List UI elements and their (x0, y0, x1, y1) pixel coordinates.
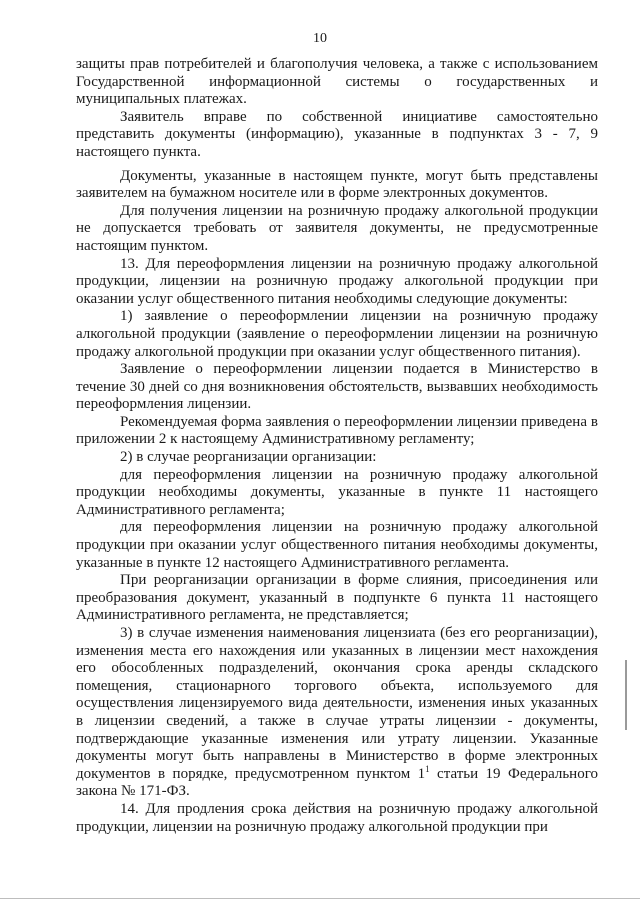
paragraph-5: 13. Для переоформления лицензии на розничную продажу алкогольной продукции, лицензии на розничную продажу алкогольной продукции при оказании услуг общественного питания необходимы следующие документы: (76, 255, 598, 307)
paragraph-8: Рекомендуемая форма заявления о переоформлении лицензии приведена в приложении 2 к настоящему Административному регламенту; (76, 413, 598, 448)
paragraph-4: Для получения лицензии на розничную продажу алкогольной продукции не допускается требовать от заявителя документы, не предусмотренные настоящим пунктом. (76, 202, 598, 254)
paragraph-7: Заявление о переоформлении лицензии подается в Министерство в течение 30 дней со дня возникновения обстоятельств, вызвавших необходимость переоформления лицензии. (76, 361, 598, 413)
paragraph-6: 1) заявление о переоформлении лицензии на розничную продажу алкогольной продукции (заявление о переоформлении лицензии на розничную продажу алкогольной продукции при оказании услуг общественного питания). (76, 308, 598, 360)
scan-edge-line (0, 898, 640, 899)
paragraph-13 (76, 625, 598, 801)
paragraph-9: 2) в случае реорганизации организации: (120, 449, 377, 466)
paragraph-10: для переоформления лицензии на розничную продажу алкогольной продукции необходимы документы, указанные в пункте 11 настоящего Административного регламента; (76, 466, 598, 518)
paragraph-11: для переоформления лицензии на розничную продажу алкогольной продукции при оказании услуг общественного питания необходимы документы, указанные в пункте 12 настоящего Административного регламента. (76, 519, 598, 571)
paragraph-12: При реорганизации организации в форме слияния, присоединения или преобразования документ, указанный в подпункте 6 пункта 11 настоящего Административного регламента, не представляется; (76, 572, 598, 624)
page-number: 10 (313, 31, 327, 46)
scan-margin-mark (625, 660, 627, 730)
paragraph-1: защиты прав потребителей и благополучия человека, а также с использованием Государственной информационной системы о государственных и муниципальных платежах. (76, 56, 598, 108)
paragraph-13-text: 3) в случае изменения наименования лицензиата (без его реорганизации), изменения места его нахождения или указанных в лицензии мест нахождения его обособленных подразделений, окончания срока аренды складского помещения, стационарного торгового объекта, используемого для осуществления лицензируемого вида деятельности, изменения иных указанных в лицензии сведений, а также в случае утраты лицензии - документы, подтверждающие указанные изменения или утрату лицензии. Указанные документы могут быть направлены в Министерство в форме электронных документов в порядке, предусмотренном пунктом 1 (76, 625, 598, 782)
paragraph-14: 14. Для продления срока действия на розничную продажу алкогольной продукции, лицензии на розничную продажу алкогольной продукции при (76, 800, 598, 835)
paragraph-2: Заявитель вправе по собственной инициативе самостоятельно представить документы (информацию), указанные в подпунктах 3 - 7, 9 настоящего пункта. (76, 108, 598, 160)
document-body (76, 56, 598, 836)
paragraph-3: Документы, указанные в настоящем пункте, могут быть представлены заявителем на бумажном носителе или в форме электронных документов. (76, 167, 598, 202)
paragraph-13-tail: статьи 19 Федерального закона № 171-ФЗ. (76, 765, 598, 800)
footnote-superscript: 1 (425, 763, 430, 774)
